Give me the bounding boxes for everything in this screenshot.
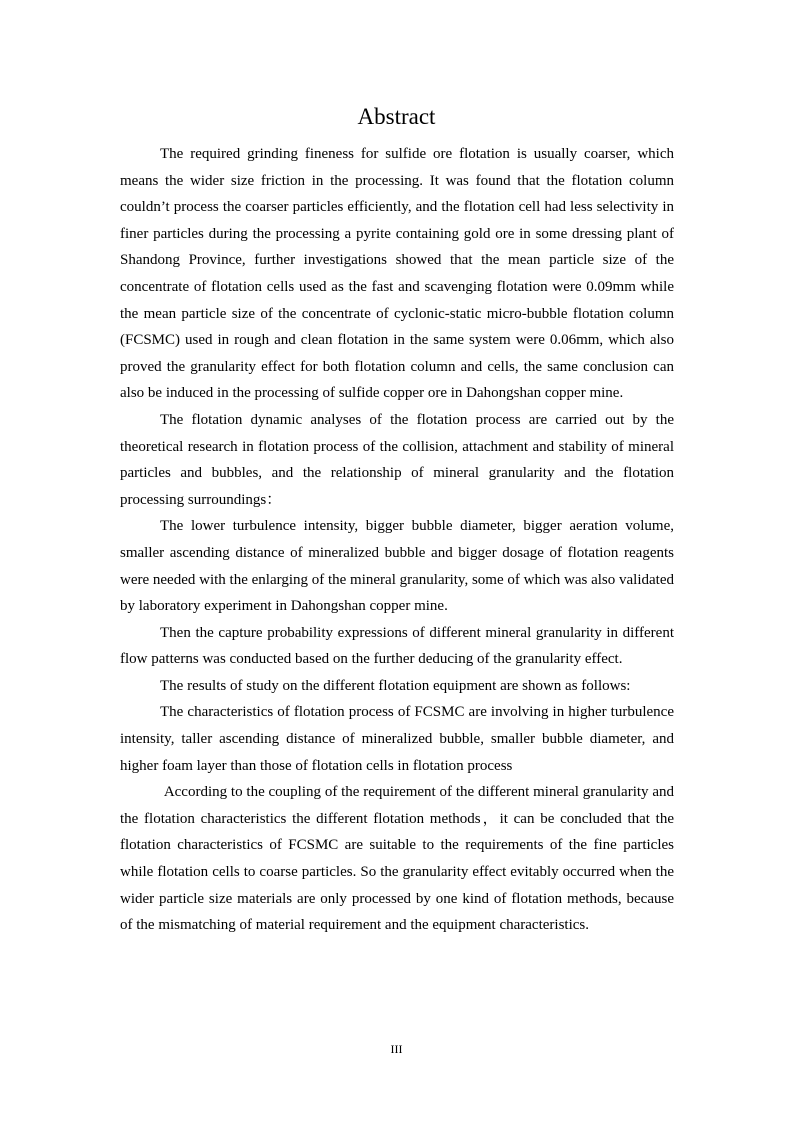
abstract-paragraph-6: The characteristics of flotation process of FCSMC are involving in higher turbulence intensity, taller ascending distance of mineralized bubble, smaller bubble diameter, and higher foam layer than those of flotation cells in flotation process — [120, 704, 674, 774]
abstract-body — [120, 141, 678, 939]
abstract-paragraph-4: Then the capture probability expressions of different mineral granularity in different flow patterns was conducted based on the further deducing of the granularity effect. — [120, 624, 674, 668]
abstract-paragraph-3: The lower turbulence intensity, bigger bubble diameter, bigger aeration volume, smaller ascending distance of mineralized bubble and bigger dosage of flotation reagents were needed with the enlarging of the mineral granularity, some of which was also validated by laboratory experiment in Dahongshan copper mine. — [120, 518, 674, 615]
abstract-paragraph-1: The required grinding fineness for sulfide ore flotation is usually coarser, which means the wider size friction in the processing. It was found that the flotation column couldn’t process the coarser particles efficiently, and the flotation cell had less selectivity in finer particles during the processing a pyrite containing gold ore in some dressing plant of Shandong Province, further investigations showed that the mean particle size of the concentrate of flotation cells used as the fast and scavenging flotation were 0.09mm while the mean particle size of the concentrate of cyclonic-static micro-bubble flotation column (FCSMC) used in rough and clean flotation in the same system were 0.06mm, which also proved the granularity effect for both flotation column and cells, the same conclusion can also be induced in the processing of sulfide copper ore in Dahongshan copper mine. — [120, 146, 674, 402]
abstract-paragraph-5: The results of study on the different flotation equipment are shown as follows: — [160, 677, 631, 694]
page-number: III — [390, 1042, 403, 1056]
page-title: Abstract — [357, 104, 436, 129]
abstract-paragraph-7: According to the coupling of the requirement of the different mineral granularity and the flotation characteristics the different flotation methods，it can be concluded that the flotation characteristics of FCSMC are suitable to the requirements of the fine particles while flotation cells to coarse particles. So the granularity effect evitably occurred when the wider particle size materials are only processed by one kind of flotation methods, because of the mismatching of material requirement and the equipment characteristics. — [120, 784, 678, 934]
abstract-paragraph-2: The flotation dynamic analyses of the flotation process are carried out by the theoretical research in flotation process of the collision, attachment and stability of mineral particles and bubbles, and the relationship of mineral granularity and the flotation processing surroundings： — [120, 411, 674, 508]
